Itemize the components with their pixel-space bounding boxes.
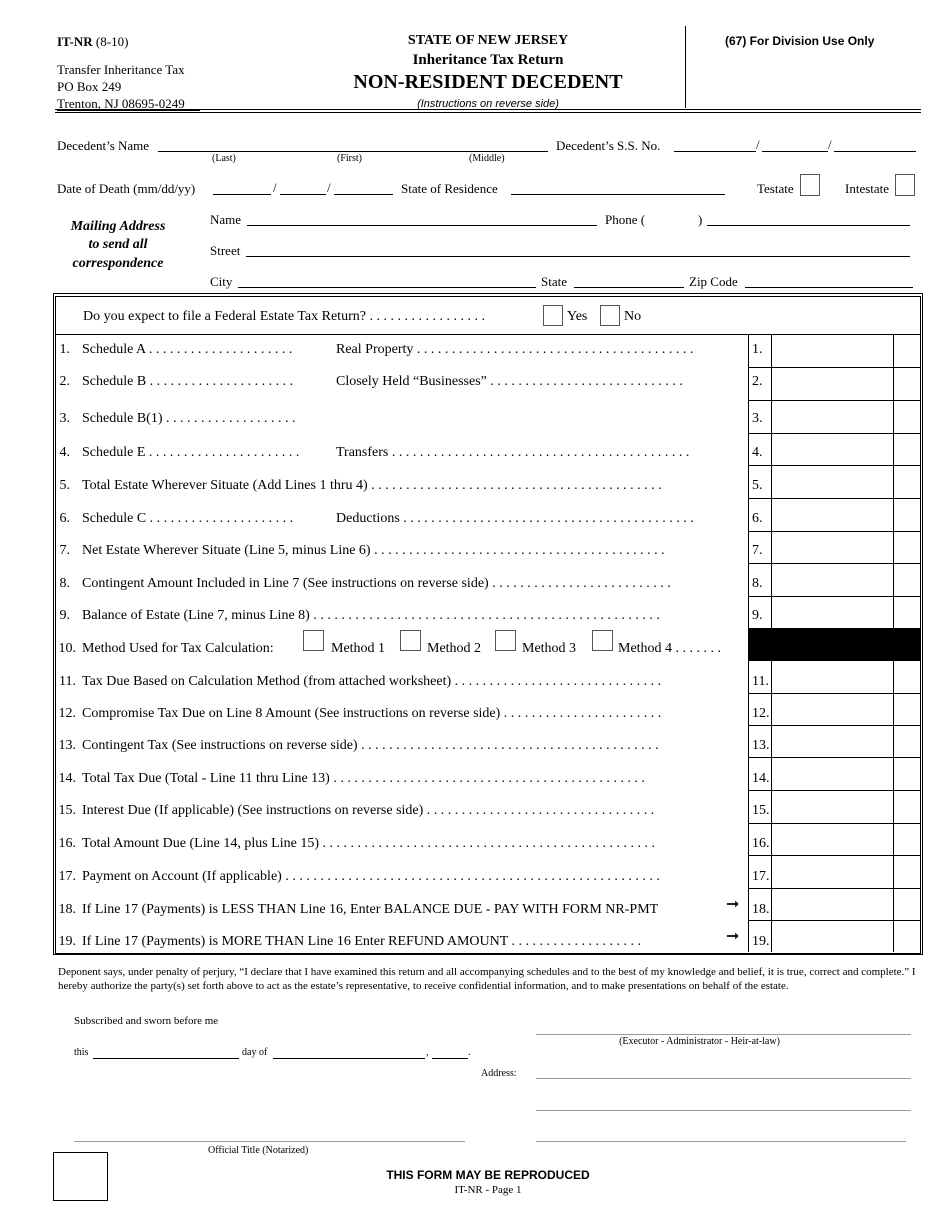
line-2-description: Closely Held “Businesses” . . . . . . . . . . . . . . . . . . . . . . . . . . . . [336, 374, 683, 389]
official-title-label: Official Title (Notarized) [208, 1145, 309, 1156]
line-12-amount-field[interactable] [772, 694, 892, 724]
line-text: Schedule E . . . . . . . . . . . . . . . . . . . . . . [82, 445, 300, 460]
line-number: 4. [59, 445, 70, 460]
line-text: Interest Due (If applicable) (See instructions on reverse side) . . . . . . . . . . . . . . . . . . . . . . . . . . . . . . . . . [82, 803, 655, 818]
agency-line-1: Transfer Inheritance Tax [57, 62, 185, 77]
mailing-name-field[interactable] [247, 225, 597, 226]
line-number: 1. [59, 342, 70, 357]
line-text: Net Estate Wherever Situate (Line 5, minus Line 6) . . . . . . . . . . . . . . . . . . . . . . . . . . . . . . . . . . . . . . . . . . [82, 543, 665, 558]
line-1-box-number: 1. [752, 342, 763, 357]
line-18-amount-field[interactable] [772, 889, 892, 919]
line-text: Schedule B . . . . . . . . . . . . . . . . . . . . . [82, 374, 294, 389]
line-number: 8. [59, 576, 70, 591]
city-label: City [210, 274, 233, 289]
line-text: Compromise Tax Due on Line 8 Amount (See instructions on reverse side) . . . . . . . . . . . . . . . . . . . . . . . [82, 706, 662, 721]
testate-label: Testate [757, 181, 794, 196]
phone-close-paren: ) [698, 212, 703, 227]
line-16-cents-field[interactable] [894, 824, 920, 854]
line-4-label [58, 445, 299, 461]
line-13-cents-field[interactable] [894, 726, 920, 756]
mailing-name-label: Name [210, 212, 242, 227]
method-3-checkbox[interactable] [495, 630, 516, 651]
line-2-amount-field[interactable] [772, 368, 892, 399]
line-10-label [54, 641, 274, 657]
line-number: 11. [59, 674, 76, 689]
middle-name-label: (Middle) [469, 153, 505, 164]
line-14-cents-field[interactable] [894, 758, 920, 789]
executor-signature-line[interactable] [536, 1034, 911, 1035]
state-heading: STATE OF NEW JERSEY [407, 33, 569, 48]
method-1-checkbox[interactable] [303, 630, 324, 651]
line-13-box-number: 13. [752, 738, 770, 753]
line-12-cents-field[interactable] [894, 694, 920, 724]
line-11-box-number: 11. [752, 674, 769, 689]
state-of-residence-field[interactable] [511, 194, 725, 195]
line-4-amount-field[interactable] [772, 434, 892, 464]
line-3-amount-field[interactable] [772, 401, 892, 432]
line-13-amount-field[interactable] [772, 726, 892, 756]
mailing-heading-2: to send all [88, 237, 148, 252]
page-title: NON-RESIDENT DECEDENT [353, 71, 623, 93]
line-7-cents-field[interactable] [894, 532, 920, 562]
line-15-amount-field[interactable] [772, 791, 892, 822]
line-number: 17. [58, 869, 76, 884]
mailing-heading-1: Mailing Address [70, 219, 166, 234]
line-text: Contingent Tax (See instructions on reverse side) . . . . . . . . . . . . . . . . . . . . . . . . . . . . . . . . . . . . . . . . . . . [82, 738, 659, 753]
line-number: 12. [58, 706, 76, 721]
line-11-cents-field[interactable] [894, 661, 920, 692]
line-9-label [58, 608, 660, 624]
ssn-field-1[interactable] [674, 151, 756, 152]
agency-line-3: Trenton, NJ 08695-0249 [57, 96, 185, 111]
dod-month-field[interactable] [213, 194, 271, 195]
method-4-label: Method 4 . . . . . . . [618, 641, 722, 656]
first-name-label: (First) [337, 153, 362, 164]
line-text: If Line 17 (Payments) is LESS THAN Line 16, Enter BALANCE DUE - PAY WITH FORM NR-PMT [82, 902, 659, 917]
form-id-code: IT-NR [57, 34, 93, 49]
line-text: Contingent Amount Included in Line 7 (See instructions on reverse side) . . . . . . . . . . . . . . . . . . . . . . . . . . [82, 576, 671, 591]
line-number: 16. [58, 836, 76, 851]
line-number: 18. [58, 902, 76, 917]
street-field[interactable] [246, 256, 910, 257]
method-1-label: Method 1 [331, 641, 386, 656]
line-3-label [58, 411, 295, 427]
federal-estate-question: Do you expect to file a Federal Estate Tax Return? . . . . . . . . . . . . . . . . . [83, 309, 485, 324]
line-number: 13. [58, 738, 76, 753]
line-9-box-number: 9. [752, 608, 763, 623]
line-text: Total Estate Wherever Situate (Add Lines 1 thru 4) . . . . . . . . . . . . . . . . . . . . . . . . . . . . . . . . . . . . . . . . . . [82, 478, 662, 493]
address-line-1[interactable] [536, 1078, 911, 1079]
line-16-amount-field[interactable] [772, 824, 892, 854]
line-number: 19. [58, 934, 76, 949]
line-6-box-number: 6. [752, 511, 763, 526]
line-8-label [58, 576, 671, 592]
line-16-label [54, 836, 655, 852]
line-8-cents-field[interactable] [894, 564, 920, 595]
line-19-label [54, 934, 641, 950]
line-6-label [58, 511, 293, 527]
line-6-cents-field[interactable] [894, 499, 920, 530]
line-19-amount-field[interactable] [772, 921, 892, 951]
line-7-label [58, 543, 665, 559]
line-18-arrow-icon: ➞ [726, 896, 740, 913]
phone-field[interactable] [707, 225, 910, 226]
state-field[interactable] [574, 287, 684, 288]
phone-label: Phone ( [605, 212, 646, 227]
line-number: 6. [59, 511, 70, 526]
reproduce-note: THIS FORM MAY BE REPRODUCED [386, 1168, 590, 1182]
line-19-cents-field[interactable] [894, 921, 920, 951]
line-5-cents-field[interactable] [894, 466, 920, 497]
method-3-label: Method 3 [522, 641, 577, 656]
line-number: 10. [58, 641, 76, 656]
line-14-amount-field[interactable] [772, 758, 892, 789]
line-9-amount-field[interactable] [772, 597, 892, 627]
zip-label: Zip Code [689, 274, 738, 289]
line-18-cents-field[interactable] [894, 889, 920, 919]
line-text: Schedule A . . . . . . . . . . . . . . . . . . . . . [82, 342, 293, 357]
line-number: 14. [58, 771, 76, 786]
decedent-name-label: Decedent’s Name [57, 138, 150, 153]
line-text: Total Tax Due (Total - Line 11 thru Line 13) . . . . . . . . . . . . . . . . . . . . . . . . . . . . . . . . . . . . . . . . . . . . . [82, 771, 645, 786]
intestate-label: Intestate [845, 181, 890, 196]
federal-yes-label: Yes [567, 309, 588, 324]
dod-day-field[interactable] [280, 194, 326, 195]
date-of-death-label: Date of Death (mm/dd/yy) [57, 181, 196, 196]
line-13-label [54, 738, 659, 754]
line-1-description: Real Property . . . . . . . . . . . . . . . . . . . . . . . . . . . . . . . . . . . . . . . . [336, 342, 694, 357]
line-10-shaded-block [748, 628, 921, 660]
state-label: State [541, 274, 567, 289]
line-18-label [54, 902, 658, 918]
line-1-label [58, 342, 292, 358]
form-revision: (8-10) [95, 34, 129, 49]
line-17-box-number: 17. [752, 869, 770, 884]
ssn-field-3[interactable] [834, 151, 916, 152]
method-4-checkbox[interactable] [592, 630, 613, 651]
line-7-box-number: 7. [752, 543, 763, 558]
mailing-heading-3: correspondence [72, 256, 164, 271]
line-8-amount-field[interactable] [772, 564, 892, 595]
line-4-cents-field[interactable] [894, 434, 920, 464]
line-number: 3. [59, 411, 70, 426]
line-text: Tax Due Based on Calculation Method (from attached worksheet) . . . . . . . . . . . . . . . . . . . . . . . . . . . . . . [82, 674, 662, 689]
line-17-cents-field[interactable] [894, 856, 920, 887]
line-1-amount-field[interactable] [772, 335, 892, 366]
zip-field[interactable] [745, 287, 913, 288]
dod-year-field[interactable] [334, 194, 393, 195]
line-8-box-number: 8. [752, 576, 763, 591]
federal-no-checkbox[interactable] [600, 305, 620, 326]
line-number: 15. [58, 803, 76, 818]
ssn-label: Decedent’s S.S. No. [556, 138, 661, 153]
line-17-amount-field[interactable] [772, 856, 892, 887]
line-16-box-number: 16. [752, 836, 770, 851]
page-number: IT-NR - Page 1 [454, 1184, 522, 1196]
year-field[interactable] [432, 1058, 468, 1059]
line-17-label [54, 869, 660, 885]
line-text: Payment on Account (If applicable) . . . . . . . . . . . . . . . . . . . . . . . . . . . . . . . . . . . . . . . . . . . . . . . . . . . . . . [82, 869, 660, 884]
line-5-label [58, 478, 662, 494]
line-1-cents-field[interactable] [894, 335, 920, 366]
method-2-label: Method 2 [427, 641, 482, 656]
line-2-box-number: 2. [752, 374, 763, 389]
state-of-residence-label: State of Residence [401, 181, 498, 196]
line-6-description: Deductions . . . . . . . . . . . . . . . . . . . . . . . . . . . . . . . . . . . . . . . . . . [336, 511, 694, 526]
federal-yes-checkbox[interactable] [543, 305, 563, 326]
line-number: 2. [59, 374, 70, 389]
line-text: Schedule C . . . . . . . . . . . . . . . . . . . . . [82, 511, 294, 526]
line-number: 5. [59, 478, 70, 493]
intestate-checkbox[interactable] [895, 174, 915, 196]
line-2-cents-field[interactable] [894, 368, 920, 399]
address-line-2[interactable] [536, 1110, 911, 1111]
street-label: Street [210, 243, 241, 258]
line-text: Schedule B(1) . . . . . . . . . . . . . . . . . . . [82, 411, 296, 426]
line-5-box-number: 5. [752, 478, 763, 493]
address-line-3[interactable] [536, 1141, 906, 1142]
line-number: 7. [59, 543, 70, 558]
line-15-box-number: 15. [752, 803, 770, 818]
line-3-cents-field[interactable] [894, 401, 920, 432]
division-use-label: (67) For Division Use Only [725, 34, 875, 48]
form-id [57, 34, 128, 50]
line-14-box-number: 14. [752, 771, 770, 786]
last-name-label: (Last) [212, 153, 236, 164]
ssn-field-2[interactable] [762, 151, 828, 152]
line-11-amount-field[interactable] [772, 661, 892, 692]
month-field[interactable] [273, 1058, 425, 1059]
line-15-cents-field[interactable] [894, 791, 920, 822]
line-14-label [54, 771, 645, 787]
notary-signature-line[interactable] [74, 1141, 465, 1142]
address-label: Address: [481, 1068, 517, 1079]
line-15-label [54, 803, 654, 819]
testate-checkbox[interactable] [800, 174, 820, 196]
decedent-name-field[interactable] [158, 151, 548, 152]
instructions-note: (Instructions on reverse side) [417, 98, 559, 110]
line-4-box-number: 4. [752, 445, 763, 460]
line-9-cents-field[interactable] [894, 597, 920, 627]
line-7-amount-field[interactable] [772, 532, 892, 562]
sworn-label: Subscribed and sworn before me [74, 1015, 219, 1027]
line-text: Method Used for Tax Calculation: [82, 641, 274, 656]
line-19-arrow-icon: ➞ [726, 928, 740, 945]
federal-no-label: No [624, 309, 642, 324]
line-18-box-number: 18. [752, 902, 770, 917]
line-19-box-number: 19. [752, 934, 770, 949]
day-of-label: day of [242, 1047, 268, 1058]
line-number: 9. [59, 608, 70, 623]
line-text: Balance of Estate (Line 7, minus Line 8) . . . . . . . . . . . . . . . . . . . . . . . . . . . . . . . . . . . . . . . . . . . . . . . . . . [82, 608, 660, 623]
line-2-label [58, 374, 293, 390]
agency-line-2: PO Box 249 [57, 79, 122, 94]
this-label: this [74, 1047, 89, 1058]
line-12-box-number: 12. [752, 706, 770, 721]
line-11-label [54, 674, 661, 690]
day-field[interactable] [93, 1058, 239, 1059]
declaration-text: Deponent says, under penalty of perjury, “I declare that I have examined this return and all accompanying schedules and to the best of my knowledge and belief, it is true, correct and complete.” I hereby authorize the party(s) set forth above to act as the estate’s representative, to receive confidential information, and to make presentations on behalf of the estate. [58, 966, 916, 992]
line-6-amount-field[interactable] [772, 499, 892, 530]
return-subtitle: Inheritance Tax Return [412, 52, 564, 68]
line-text: Total Amount Due (Line 14, plus Line 15) . . . . . . . . . . . . . . . . . . . . . . . . . . . . . . . . . . . . . . . . . . . . . . . . [82, 836, 655, 851]
line-4-description: Transfers . . . . . . . . . . . . . . . . . . . . . . . . . . . . . . . . . . . . . . . . . . . [336, 445, 690, 460]
line-text: If Line 17 (Payments) is MORE THAN Line 16 Enter REFUND AMOUNT . . . . . . . . . . . . . . . . . . . [82, 934, 642, 949]
notary-seal-box [53, 1152, 108, 1201]
city-field[interactable] [238, 287, 536, 288]
line-12-label [54, 706, 661, 722]
line-3-box-number: 3. [752, 411, 763, 426]
method-2-checkbox[interactable] [400, 630, 421, 651]
line-5-amount-field[interactable] [772, 466, 892, 497]
executor-label: (Executor - Administrator - Heir-at-law) [619, 1036, 780, 1047]
